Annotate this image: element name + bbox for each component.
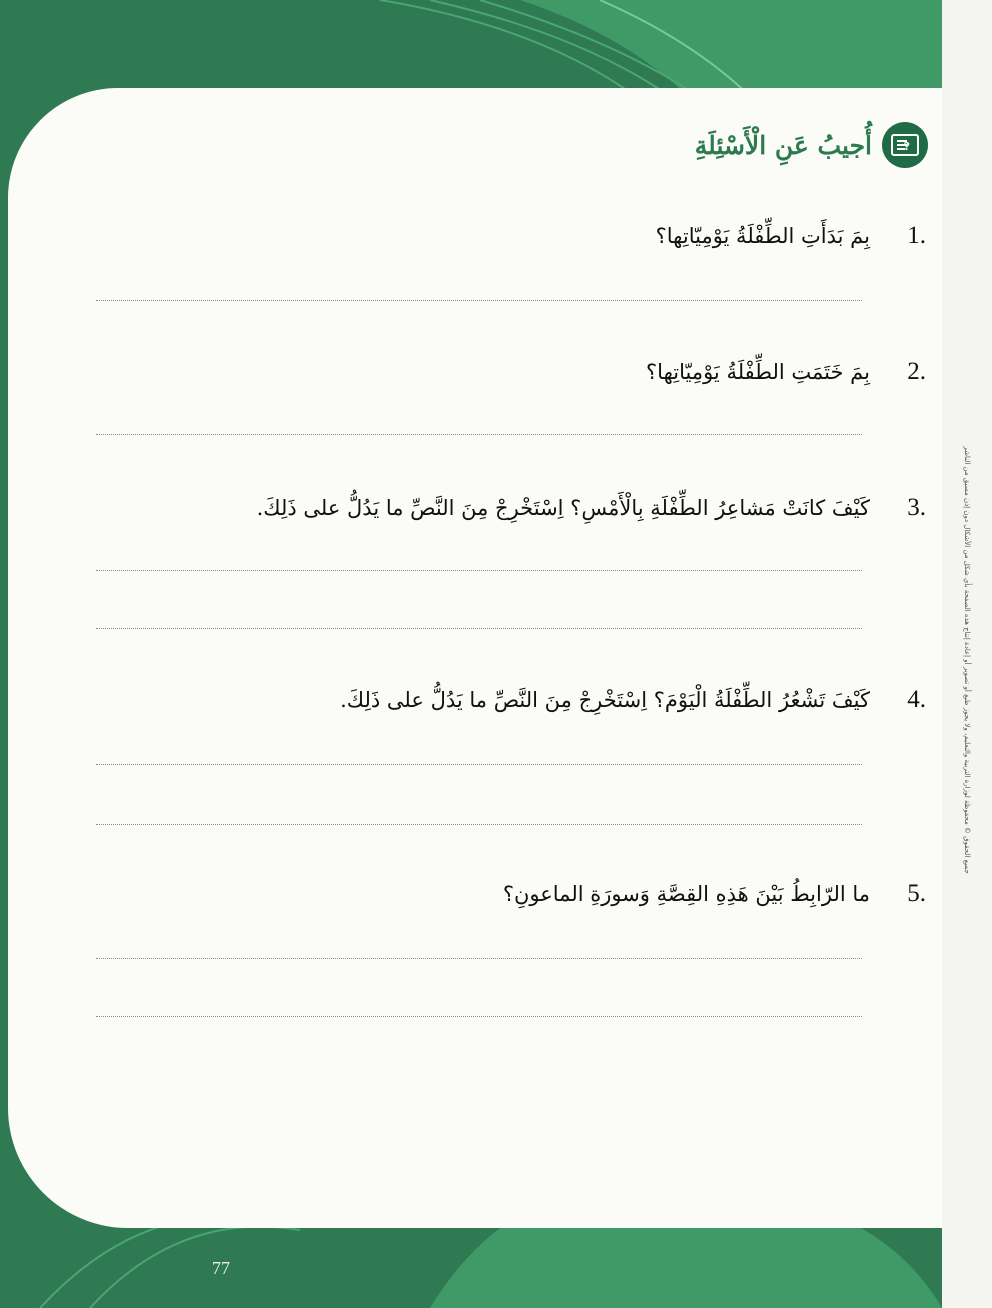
svg-text:?: ? (903, 140, 910, 153)
question-number: 5. (907, 880, 926, 907)
question-text: بِمَ خَتَمَتِ الطِّفْلَةُ يَوْمِيّاتِها؟ (646, 360, 870, 384)
section-title: أُجيبُ عَنِ الْأَسْئِلَةِ (694, 130, 872, 160)
page-number: 77 (212, 1258, 230, 1278)
question-2 (146, 358, 926, 386)
question-number: 3. (907, 494, 926, 521)
question-number: 1. (907, 222, 926, 249)
section-header (695, 122, 928, 168)
question-number: 4. (907, 686, 926, 713)
question-card-icon (882, 122, 928, 168)
question-4 (146, 686, 926, 714)
answer-line-5b[interactable] (96, 1016, 862, 1017)
question-number: 2. (907, 358, 926, 385)
answer-line-2[interactable] (96, 434, 862, 435)
question-text: كَيْفَ تَشْعُرُ الطِّفْلَةُ الْيَوْمَ؟ اِسْتَخْرِجْ مِنَ النَّصِّ ما يَدُلُّ على ذَلِكَ. (340, 688, 870, 712)
copyright-side-note: جميع الحقوق © محفوظة لوزارة التربية والتعليم، ولا يجوز طبع أو تصوير أو إعادة إنتاج هذه الصفحة بأي شكل من الأشكال دون إذن مسبق من الناشر (963, 446, 971, 874)
answer-line-1[interactable] (96, 300, 862, 301)
question-5 (146, 880, 926, 908)
answer-line-3b[interactable] (96, 628, 862, 629)
question-1 (146, 222, 926, 250)
worksheet-paper (8, 88, 942, 1228)
answer-line-4a[interactable] (96, 764, 862, 765)
answer-line-5a[interactable] (96, 958, 862, 959)
question-text: كَيْفَ كانَتْ مَشاعِرُ الطِّفْلَةِ بِالْأَمْسِ؟ اِسْتَخْرِجْ مِنَ النَّصِّ ما يَدُلُّ على ذَلِكَ. (256, 496, 870, 520)
question-text: بِمَ بَدَأَتِ الطِّفْلَةُ يَوْمِيّاتِها؟ (655, 224, 870, 248)
question-3 (146, 494, 926, 522)
question-text: ما الرّابِطُ بَيْنَ هَذِهِ القِصَّةِ وَسورَةِ الماعونِ؟ (502, 882, 870, 906)
answer-line-3a[interactable] (96, 570, 862, 571)
answer-line-4b[interactable] (96, 824, 862, 825)
